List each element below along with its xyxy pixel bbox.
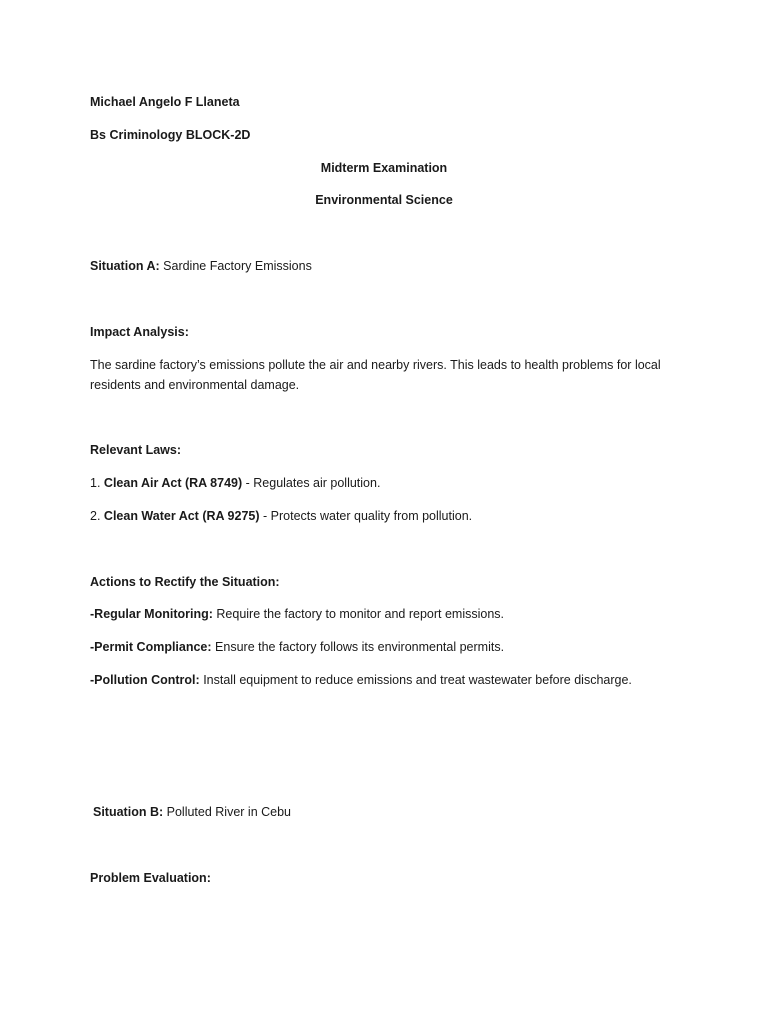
situation-a-title: Sardine Factory Emissions — [163, 259, 312, 273]
action-item — [90, 637, 504, 657]
exam-title: Midterm Examination — [320, 161, 448, 175]
law-description: - Protects water quality from pollution. — [263, 509, 473, 523]
problem-evaluation-heading: Problem Evaluation: — [90, 871, 211, 885]
action-item — [90, 670, 632, 690]
situation-a-heading — [90, 256, 312, 276]
action-description: Require the factory to monitor and report emissions. — [216, 607, 505, 621]
impact-analysis-text: The sardine factory’s emissions pollute the air and nearby rivers. This leads to health problems for local residents and environmental damage. — [90, 358, 661, 392]
law-name: Clean Air Act (RA 8749) — [103, 476, 243, 490]
law-description: - Regulates air pollution. — [245, 476, 381, 490]
situation-a-label: Situation A: — [90, 259, 160, 273]
action-name: -Permit Compliance: — [90, 640, 212, 654]
situation-b-heading — [93, 802, 291, 822]
actions-heading: Actions to Rectify the Situation: — [90, 575, 280, 589]
course-block: Bs Criminology BLOCK-2D — [90, 128, 251, 142]
relevant-laws-heading: Relevant Laws: — [90, 443, 182, 457]
law-item: 2. Clean Water Act (RA 9275) - Protects water quality from pollution. — [90, 509, 473, 523]
subject-title: Environmental Science — [315, 193, 453, 207]
situation-b-title: Polluted River in Cebu — [166, 805, 291, 819]
law-name: Clean Water Act (RA 9275) — [103, 509, 260, 523]
impact-analysis-heading: Impact Analysis: — [90, 325, 189, 339]
author-name: Michael Angelo F Llaneta — [90, 95, 240, 109]
action-name: -Pollution Control: — [90, 673, 200, 687]
law-item: 1. Clean Air Act (RA 8749) - Regulates air pollution. — [90, 476, 381, 490]
action-name: -Regular Monitoring: — [90, 607, 213, 621]
action-item — [90, 604, 504, 624]
action-description: Ensure the factory follows its environmental permits. — [215, 640, 505, 654]
action-description: Install equipment to reduce emissions and treat wastewater before discharge. — [203, 673, 632, 687]
situation-b-label: Situation B: — [93, 805, 164, 819]
